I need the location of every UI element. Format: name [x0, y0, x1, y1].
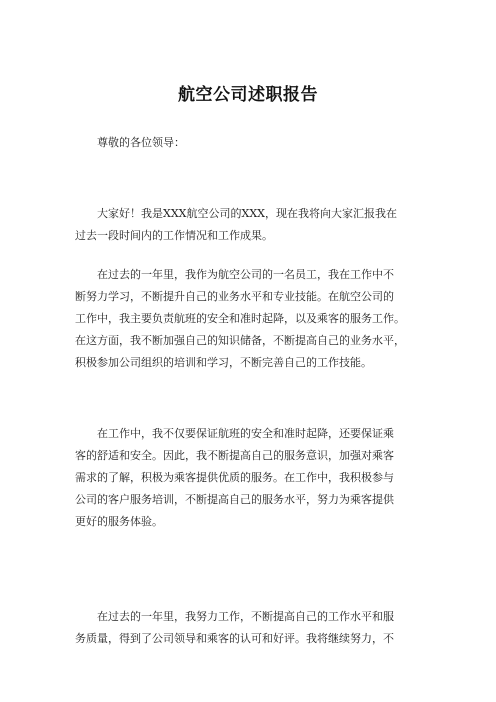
paragraph-line: 更好的服务体验。: [75, 515, 163, 528]
paragraph-line: 大家好！我是XXX航空公司的XXX，现在我将向大家汇报我在: [97, 207, 397, 220]
paragraph-3: [75, 423, 485, 533]
paragraph-line: 在过去的一年里，我作为航空公司的一名员工，我在工作中不: [97, 268, 394, 281]
paragraph-line: 过去一段时间内的工作情况和工作成果。: [75, 229, 273, 242]
paragraph-line: 务质量，得到了公司领导和乘客的认可和好评。我将继续努力，不: [75, 632, 394, 645]
paragraph-line: 公司的客户服务培训，不断提高自己的服务水平，努力为乘客提供: [75, 493, 394, 506]
paragraph-line: 在这方面，我不断加强自己的知识储备，不断提高自己的业务水平，: [75, 334, 405, 347]
salutation-line: 尊敬的各位领导：: [97, 136, 185, 149]
paragraph-line: 断努力学习，不断提升自己的业务水平和专业技能。在航空公司的: [75, 290, 394, 303]
paragraph-line: 工作中，我主要负责航班的安全和准时起降，以及乘客的服务工作。: [75, 312, 405, 325]
salutation: [75, 132, 485, 154]
paragraph-line: 在工作中，我不仅要保证航班的安全和准时起降，还要保证乘: [97, 427, 394, 440]
paragraph-line: 积极参加公司组织的培训和学习，不断完善自己的工作技能。: [75, 356, 372, 369]
paragraph-2: [75, 264, 485, 374]
paragraph-4: [75, 606, 485, 650]
page-title: 航空公司述职报告: [178, 85, 318, 105]
paragraph-line: 需求的了解，积极为乘客提供优质的服务。在工作中，我积极参与: [75, 471, 394, 484]
paragraph-line: 在过去的一年里，我努力工作，不断提高自己的工作水平和服: [97, 610, 394, 623]
paragraph-line: 客的舒适和安全。因此，我不断提高自己的服务意识，加强对乘客: [75, 449, 394, 462]
paragraph-1: [75, 203, 485, 247]
